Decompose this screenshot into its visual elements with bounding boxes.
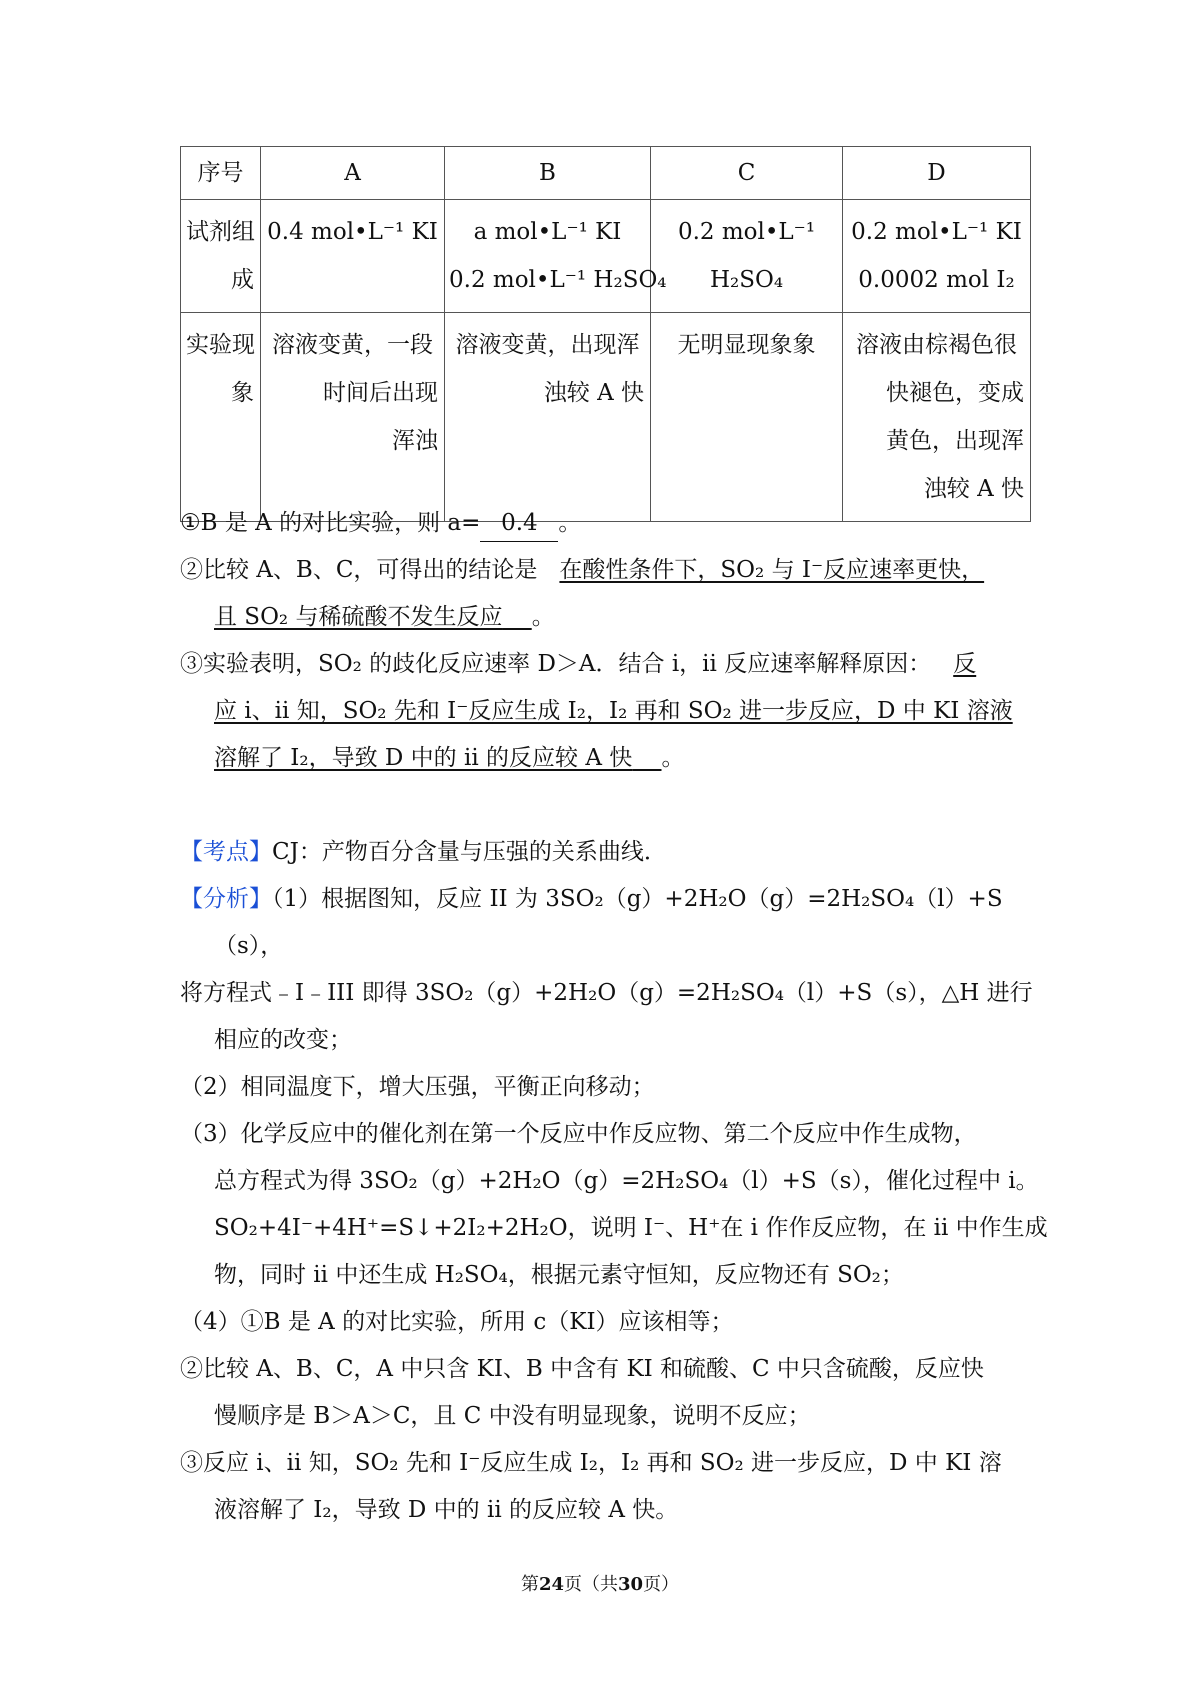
table-row-phenomena: [181, 313, 1031, 522]
table-cell: 无明显现象象: [651, 313, 843, 522]
table-header-cell: C: [651, 147, 843, 200]
fenxi-tag: 【分析】: [180, 886, 272, 912]
table-header-cell: A: [261, 147, 445, 200]
table-cell: 0.2 mol•L⁻¹ H₂SO₄: [651, 200, 843, 313]
table-cell: 溶液变黄，一段 时间后出现 浑浊: [261, 313, 445, 522]
answer-q1: ①B 是 A 的对比实验，则 a= 0.4 。: [180, 500, 1030, 547]
table-header-cell: D: [843, 147, 1031, 200]
kaodian-section: 【考点】CJ：产物百分含量与压强的关系曲线．: [180, 839, 667, 865]
table-header-cell: B: [445, 147, 651, 200]
answer-underline: 反: [953, 651, 977, 677]
experiment-table: [180, 146, 1031, 522]
table-header-row: [181, 147, 1031, 200]
table-cell: 0.4 mol•L⁻¹ KI: [261, 200, 445, 313]
answer-underline: 溶解了 I₂，导致 D 中的 ii 的反应较 A 快: [214, 745, 633, 771]
table-row-reagents: [181, 200, 1031, 313]
answer-blank: 0.4: [480, 505, 558, 542]
table-cell: 0.2 mol•L⁻¹ KI 0.0002 mol I₂: [843, 200, 1031, 313]
answer-q2: ②比较 A、B、C，可得出的结论是 在酸性条件下，SO₂ 与 I⁻反应速率更快， 且 SO₂ 与稀硫酸不发生反应 。: [180, 557, 985, 630]
answer-underline: 且 SO₂ 与稀硫酸不发生反应: [214, 604, 503, 630]
answer-underline: 应 i、ii 知，SO₂ 先和 I⁻反应生成 I₂，I₂ 再和 SO₂ 进一步反应，D 中 KI 溶液: [214, 698, 1013, 724]
page-footer: 第24页（共30页）: [520, 1574, 680, 1595]
answer-underline: 在酸性条件下，SO₂ 与 I⁻反应速率更快，: [559, 557, 985, 583]
answer-q3: ③实验表明，SO₂ 的歧化反应速率 D＞A．结合 i，ii 反应速率解释原因： 反 应 i、ii 知，SO₂ 先和 I⁻反应生成 I₂，I₂ 再和 SO₂ 进一步反应，D 中 KI 溶液 溶解了 I₂，导致 D 中的 ii 的反应较 A 快 。: [180, 651, 1013, 771]
table-header-cell: 序号: [181, 147, 261, 200]
page-total: 30: [618, 1574, 644, 1595]
row-label-reagents: 试剂组 成: [181, 200, 261, 313]
kaodian-tag: 【考点】: [180, 839, 272, 865]
table-cell: 溶液变黄，出现浑 浊较 A 快: [445, 313, 651, 522]
table-cell: a mol•L⁻¹ KI 0.2 mol•L⁻¹ H₂SO₄: [445, 200, 651, 313]
row-label-phenomena: 实验现 象: [181, 313, 261, 522]
table-cell: 溶液由棕褐色很 快褪色，变成 黄色，出现浑 浊较 A 快: [843, 313, 1031, 522]
fenxi-section: 【分析】（1）根据图知，反应 II 为 3SO₂（g）+2H₂O（g）=2H₂SO₄（l）+S （s）， 将方程式﹣I﹣III 即得 3SO₂（g）+2H₂O（g）=2H₂SO₄（l）+S（s），△H 进行 相应的改变； （2）相同温度下，增大压强，平衡正向移动； （3）化学反应中的催化剂在第一个反应中作反应物、第二个反应中作生成物， 总方程式为得 3SO₂（g）+2H₂O（g）=2H₂SO₄（l）+S（s），催化过程中 i。 SO₂+4I⁻+4H⁺=S↓+2I₂+2H₂O，说明 I⁻、H⁺在 i 作作反应物，在 ii 中作生成 物，同时 ii 中还生成 H₂SO₄，根据元素守恒知，反应物还有 SO₂； （4）①B 是 A 的对比实验，所用 c（KI）应该相等； ②比较 A、B、C，A 中只含 KI、B 中含有 KI 和硫酸、C 中只含硫酸，反应快 慢顺序是 B＞A＞C，且 C 中没有明显现象，说明不反应； ③反应 i、ii 知，SO₂ 先和 I⁻反应生成 I₂，I₂ 再和 SO₂ 进一步反应，D 中 KI 溶 液溶解了 I₂，导致 D 中的 ii 的反应较 A 快。: [180, 886, 1048, 1523]
page-number: 24: [538, 1574, 564, 1595]
